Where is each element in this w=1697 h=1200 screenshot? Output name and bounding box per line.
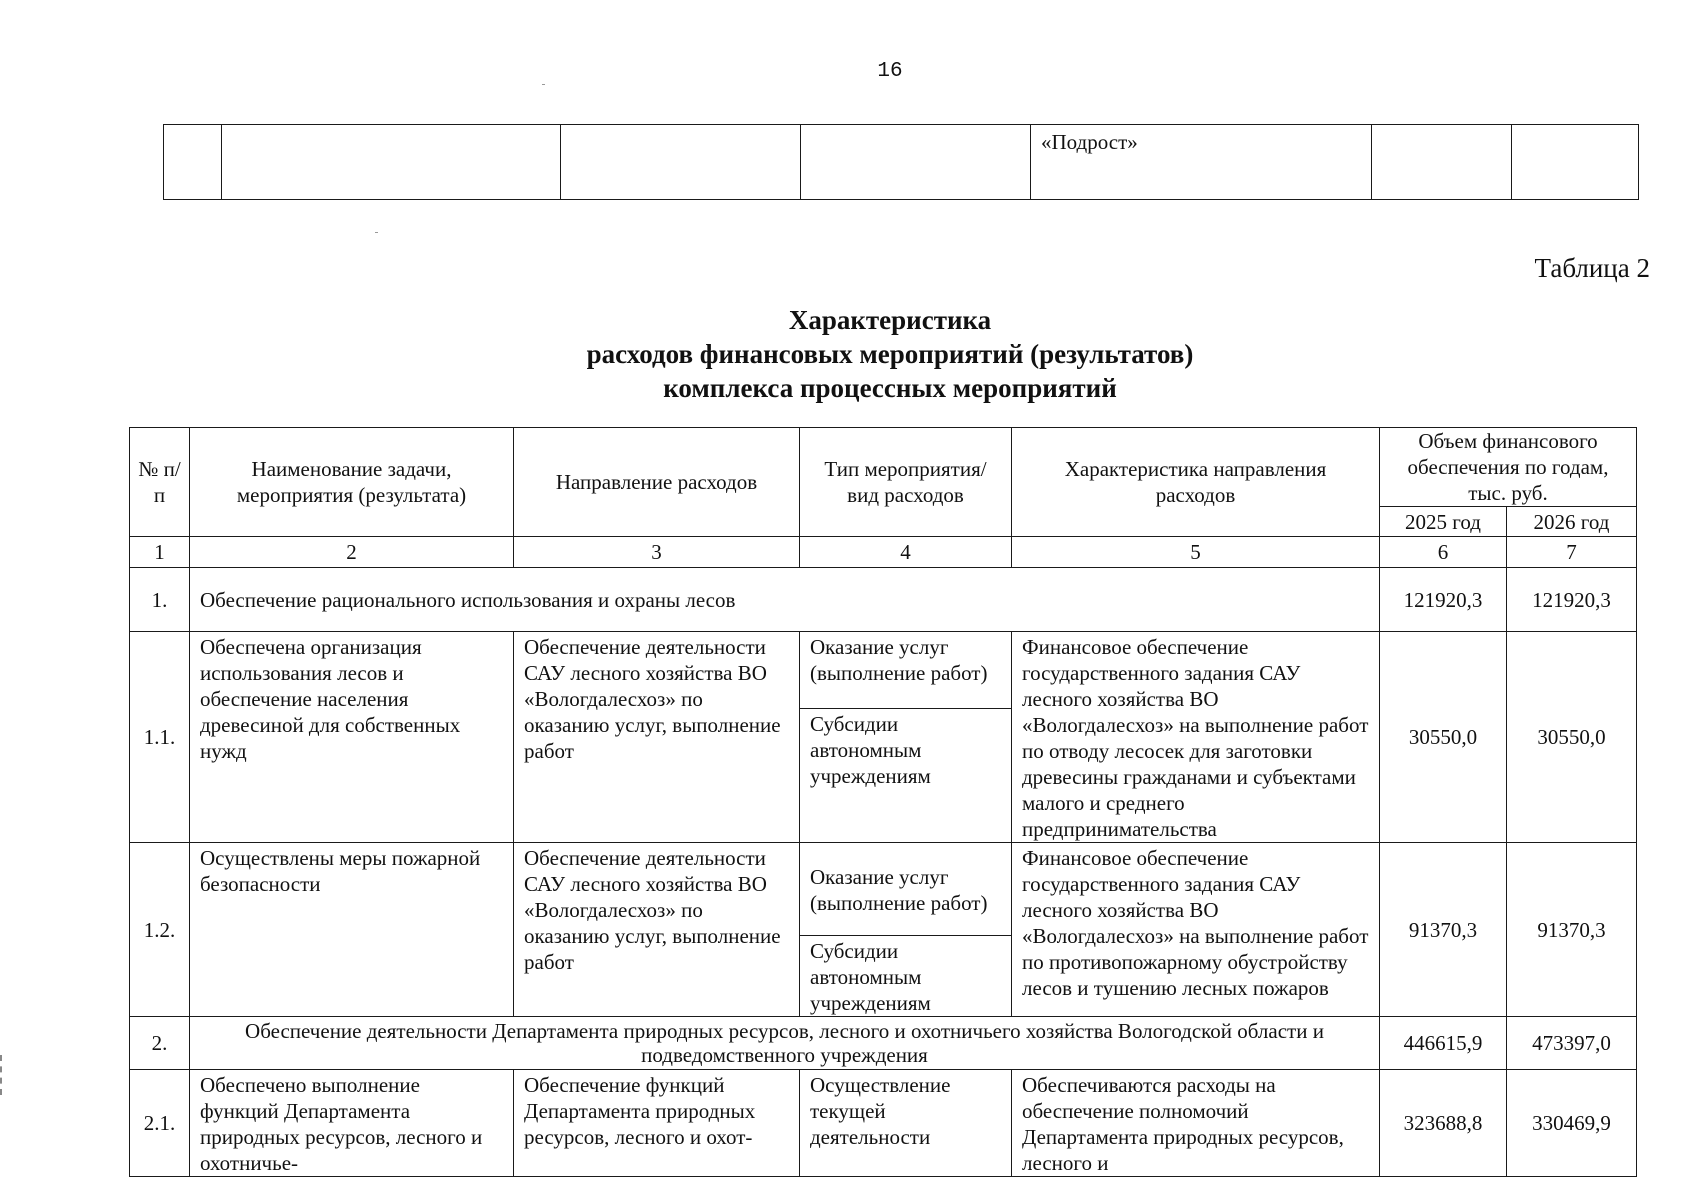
page-number: 16 <box>877 60 903 83</box>
title-line-1: Характеристика <box>788 305 992 335</box>
column-number: 7 <box>1507 537 1637 568</box>
value-2025: 446615,9 <box>1380 1017 1507 1070</box>
table-row <box>130 632 1637 709</box>
expense-type: Субсидии автономным учреждениям <box>800 709 1012 843</box>
title-line-2: расходов финансовых мероприятий (результатов) <box>586 339 1194 369</box>
table-cell <box>222 125 561 200</box>
column-number: 3 <box>514 537 800 568</box>
title-line-3: комплекса процессных мероприятий <box>663 373 1117 403</box>
section-name: Обеспечение рационального использования и охраны лесов <box>190 568 1380 632</box>
expense-type: Оказание услуг (выполнение работ) <box>800 843 1012 936</box>
expenses-table <box>129 427 1637 1177</box>
continuation-table <box>163 124 1639 200</box>
header-volume: Объем финансового обеспечения по годам, тыс. руб. <box>1380 428 1637 507</box>
table-label: Таблица 2 <box>1534 253 1650 283</box>
expense-direction: Обеспечение деятельности САУ лесного хозяйства ВО «Вологдалесхоз» по оказанию услуг, выполнение работ <box>514 843 800 1017</box>
table-cell <box>164 125 222 200</box>
expense-type: Субсидии автономным учреждениям <box>800 936 1012 1017</box>
value-2026: 30550,0 <box>1507 632 1637 843</box>
table-row <box>130 1070 1637 1177</box>
expense-direction: Обеспечение деятельности САУ лесного хозяйства ВО «Вологдалесхоз» по оказанию услуг, выполнение работ <box>514 632 800 843</box>
row-number: 2.1. <box>130 1070 190 1177</box>
section-name: Обеспечение деятельности Департамента природных ресурсов, лесного и охотничьего хозяйства Вологодской области и подведомственного учреждения <box>190 1017 1380 1070</box>
value-2025: 121920,3 <box>1380 568 1507 632</box>
task-name: Обеспечено выполнение функций Департамента природных ресурсов, лесного и охотничье- <box>190 1070 514 1177</box>
header-year-2025: 2025 год <box>1380 507 1507 537</box>
table-cell <box>1512 125 1639 200</box>
table-cell: «Подрост» <box>1031 125 1372 200</box>
direction-characteristic: Обеспечиваются расходы на обеспечение полномочий Департамента природных ресурсов, лесного и <box>1012 1070 1380 1177</box>
header-direction: Направление расходов <box>514 428 800 537</box>
column-number: 5 <box>1012 537 1380 568</box>
column-number: 6 <box>1380 537 1507 568</box>
scan-speck <box>542 84 545 85</box>
table-cell <box>561 125 801 200</box>
row-number: 1.1. <box>130 632 190 843</box>
column-number: 1 <box>130 537 190 568</box>
row-number: 1.2. <box>130 843 190 1017</box>
value-2026: 330469,9 <box>1507 1070 1637 1177</box>
value-2025: 323688,8 <box>1380 1070 1507 1177</box>
row-number: 2. <box>130 1017 190 1070</box>
header-characteristic: Характеристика направления расходов <box>1012 428 1380 537</box>
task-name: Осуществлены меры пожарной безопасности <box>190 843 514 1017</box>
value-2026: 91370,3 <box>1507 843 1637 1017</box>
header-type: Тип мероприятия/вид расходов <box>800 428 1012 537</box>
table-row <box>130 843 1637 936</box>
value-2025: 91370,3 <box>1380 843 1507 1017</box>
header-name: Наименование задачи, мероприятия (результата) <box>190 428 514 537</box>
header-year-2026: 2026 год <box>1507 507 1637 537</box>
value-2025: 30550,0 <box>1380 632 1507 843</box>
task-name: Обеспечена организация использования лесов и обеспечение населения древесиной для собственных нужд <box>190 632 514 843</box>
expense-type: Оказание услуг (выполнение работ) <box>800 632 1012 709</box>
value-2026: 121920,3 <box>1507 568 1637 632</box>
header-num: № п/п <box>130 428 190 537</box>
table-row <box>130 568 1637 632</box>
value-2026: 473397,0 <box>1507 1017 1637 1070</box>
table-row <box>164 125 1639 200</box>
scan-edge-marks <box>0 1055 6 1095</box>
header-row <box>130 428 1637 507</box>
document-title <box>0 303 1697 405</box>
column-number-row <box>130 537 1637 568</box>
row-number: 1. <box>130 568 190 632</box>
column-number: 4 <box>800 537 1012 568</box>
expense-direction: Обеспечение функций Департамента природных ресурсов, лесного и охот- <box>514 1070 800 1177</box>
table-cell <box>801 125 1031 200</box>
expense-type: Осуществление текущей деятельности <box>800 1070 1012 1177</box>
table-cell <box>1372 125 1512 200</box>
scan-speck <box>375 232 378 233</box>
direction-characteristic: Финансовое обеспечение государственного задания САУ лесного хозяйства ВО «Вологдалесхоз» на выполнение работ по противопожарному обустройству лесов и тушению лесных пожаров <box>1012 843 1380 1017</box>
direction-characteristic: Финансовое обеспечение государственного задания САУ лесного хозяйства ВО «Вологдалесхоз» на выполнение работ по отводу лесосек для заготовки древесины гражданами и субъектами малого и среднего предпринимательства <box>1012 632 1380 843</box>
column-number: 2 <box>190 537 514 568</box>
table-row <box>130 1017 1637 1070</box>
